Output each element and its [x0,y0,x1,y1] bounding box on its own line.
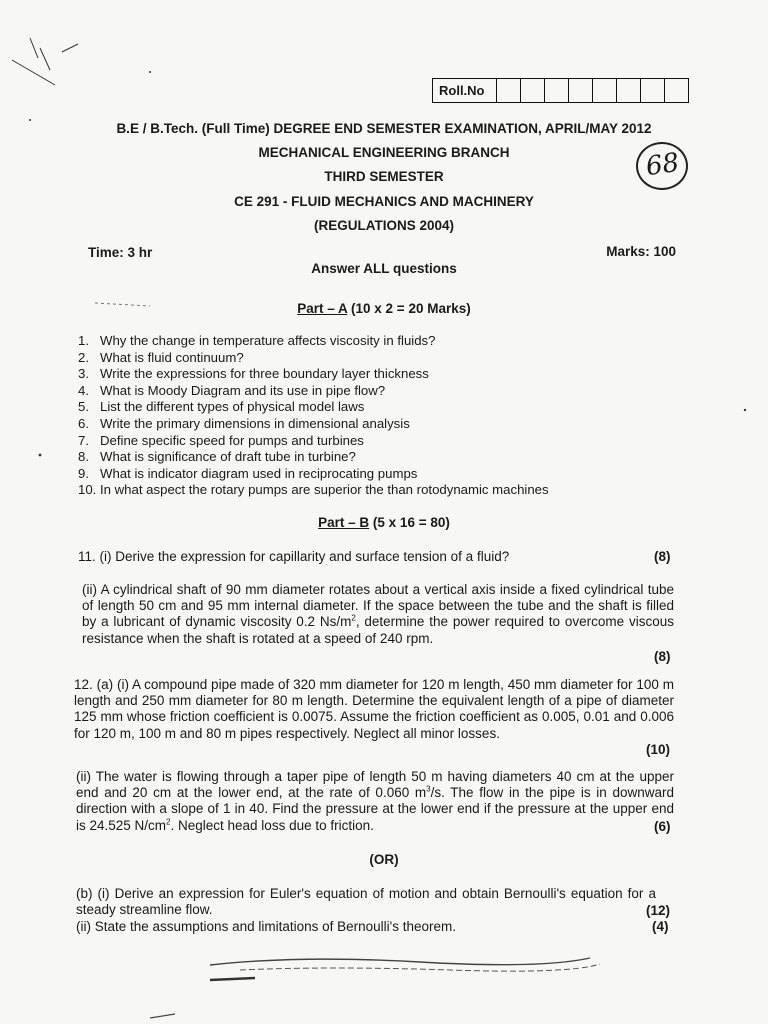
marks-label: Marks: 100 [606,244,676,259]
regulations-title: (REGULATIONS 2004) [313,218,455,233]
question-12-a-ii-marks: (6) [654,819,671,834]
question-12-a-ii [76,769,674,834]
question-12-b-ii: (ii) State the assumptions and limitations of Bernoulli's theorem. [76,919,457,934]
semester-title: THIRD SEMESTER [324,169,444,184]
part-a-marks: (10 x 2 = 20 Marks) [347,301,471,316]
roll-number-label: Roll.No [433,79,497,102]
part-a-question [78,350,549,367]
q12aii-sup-1: 3 [426,784,431,794]
part-a-question [78,466,549,483]
question-number: 6. [78,415,89,431]
question-number: 1. [78,333,89,348]
question-12-b-i-marks: (12) [646,903,671,918]
question-12-a-i-marks: (10) [646,742,671,757]
part-b-heading [0,515,768,530]
question-number: 9. [78,465,89,481]
part-a-question [78,433,549,450]
part-a-question-list [78,333,549,499]
question-text: Write the expressions for three boundary layer thickness [100,366,429,382]
question-text: What is Moody Diagram and its use in pipe flow? [100,382,386,398]
q12aii-sup-2: 2 [166,817,171,827]
roll-cell [593,79,617,102]
question-text: In what aspect the rotary pumps are superior the than rotodynamic machines [100,482,549,498]
question-number: 2. [78,349,89,365]
question-11-ii [82,582,674,647]
question-text: Define specific speed for pumps and turbines [100,432,364,448]
branch-title: MECHANICAL ENGINEERING BRANCH [258,145,510,160]
roll-cell [521,79,545,102]
question-text: What is significance of draft tube in turbine? [100,449,356,465]
part-a-question [78,482,549,499]
question-12-a-i: 12. (a) (i) A compound pipe made of 320 mm diameter for 120 m length, 450 mm diameter for 100 m length and 250 mm diameter for 80 m length. Determine the equivalent length of a pipe of diameter 125 mm whose friction coefficient is 0.0075. Assume the friction coefficient as 0.005, 0.01 and 0.006 for 120 m, 100 m and 80 m pipes respectively. Neglect all minor losses. [74,677,674,741]
question-11-i: 11. (i) Derive the expression for capillarity and surface tension of a fluid? [78,549,510,564]
roll-cell [617,79,641,102]
exam-title: B.E / B.Tech. (Full Time) DEGREE END SEMESTER EXAMINATION, APRIL/MAY 2012 [116,121,652,136]
roll-cell [569,79,593,102]
question-text: What is indicator diagram used in reciprocating pumps [100,465,418,481]
question-number: 10. [78,482,97,498]
question-text: Why the change in temperature affects viscosity in fluids? [100,333,436,348]
course-title: CE 291 - FLUID MECHANICS AND MACHINERY [234,194,534,209]
roll-cell [497,79,521,102]
q11ii-text-1: (ii) A cylindrical shaft of 90 mm diameter rotates about a vertical axis inside a fixed cylindrical tube of length 50 cm and 95 mm internal diameter. If the space between the tube and the shaft is filled by a lubricant of dynamic viscosity 0.2 Ns/m [82,582,674,630]
circled-number: 68 [644,147,682,183]
roll-number-box [432,78,689,103]
part-a-heading [0,301,768,316]
or-separator: (OR) [369,852,399,867]
part-a-question [78,366,549,383]
question-number: 5. [78,399,89,415]
part-b-title: Part – B [318,515,370,530]
time-label: Time: 3 hr [88,245,153,260]
q12aii-text-3: . Neglect head loss due to friction. [170,817,374,833]
question-number: 4. [78,382,89,398]
roll-cell [641,79,665,102]
question-number: 7. [78,432,89,448]
instruction: Answer ALL questions [311,261,457,276]
question-text: Write the primary dimensions in dimensional analysis [100,415,410,431]
question-11-ii-marks: (8) [654,649,671,664]
roll-cell [665,79,688,102]
part-a-title: Part – A [297,301,348,316]
q11ii-sup: 2 [351,613,356,623]
q12aii-text-2: /s. The flow in the pipe is in downward direction with a slope of 1 in 40. Find the pressure at the lower end if the pressure at the upper end is 24.525 N/cm [76,785,674,833]
question-text: List the different types of physical model laws [100,399,365,415]
part-a-question [78,383,549,400]
part-a-question [78,449,549,466]
question-11-i-marks: (8) [654,549,671,564]
q11ii-text-2: , determine the power required to overcome viscous resistance when the shaft is rotated at a speed of 240 rpm. [82,614,674,646]
part-a-question [78,416,549,433]
part-b-marks: (5 x 16 = 80) [369,515,450,530]
part-a-question [78,399,549,416]
question-number: 3. [78,366,89,382]
question-number: 8. [78,449,89,465]
roll-cell [545,79,569,102]
q12aii-text-1: (ii) The water is flowing through a taper pipe of length 50 m having diameters 40 cm at the upper end and 20 cm at the lower end, at the rate of 0.060 m [76,769,674,801]
question-12-b-i: (b) (i) Derive an expression for Euler's equation of motion and obtain Bernoulli's equation for a steady streamline flow. [76,886,656,918]
circled-number-annotation [636,142,688,190]
part-a-question [78,333,549,350]
question-12-b-ii-marks: (4) [652,919,669,934]
question-text: What is fluid continuum? [100,349,244,365]
